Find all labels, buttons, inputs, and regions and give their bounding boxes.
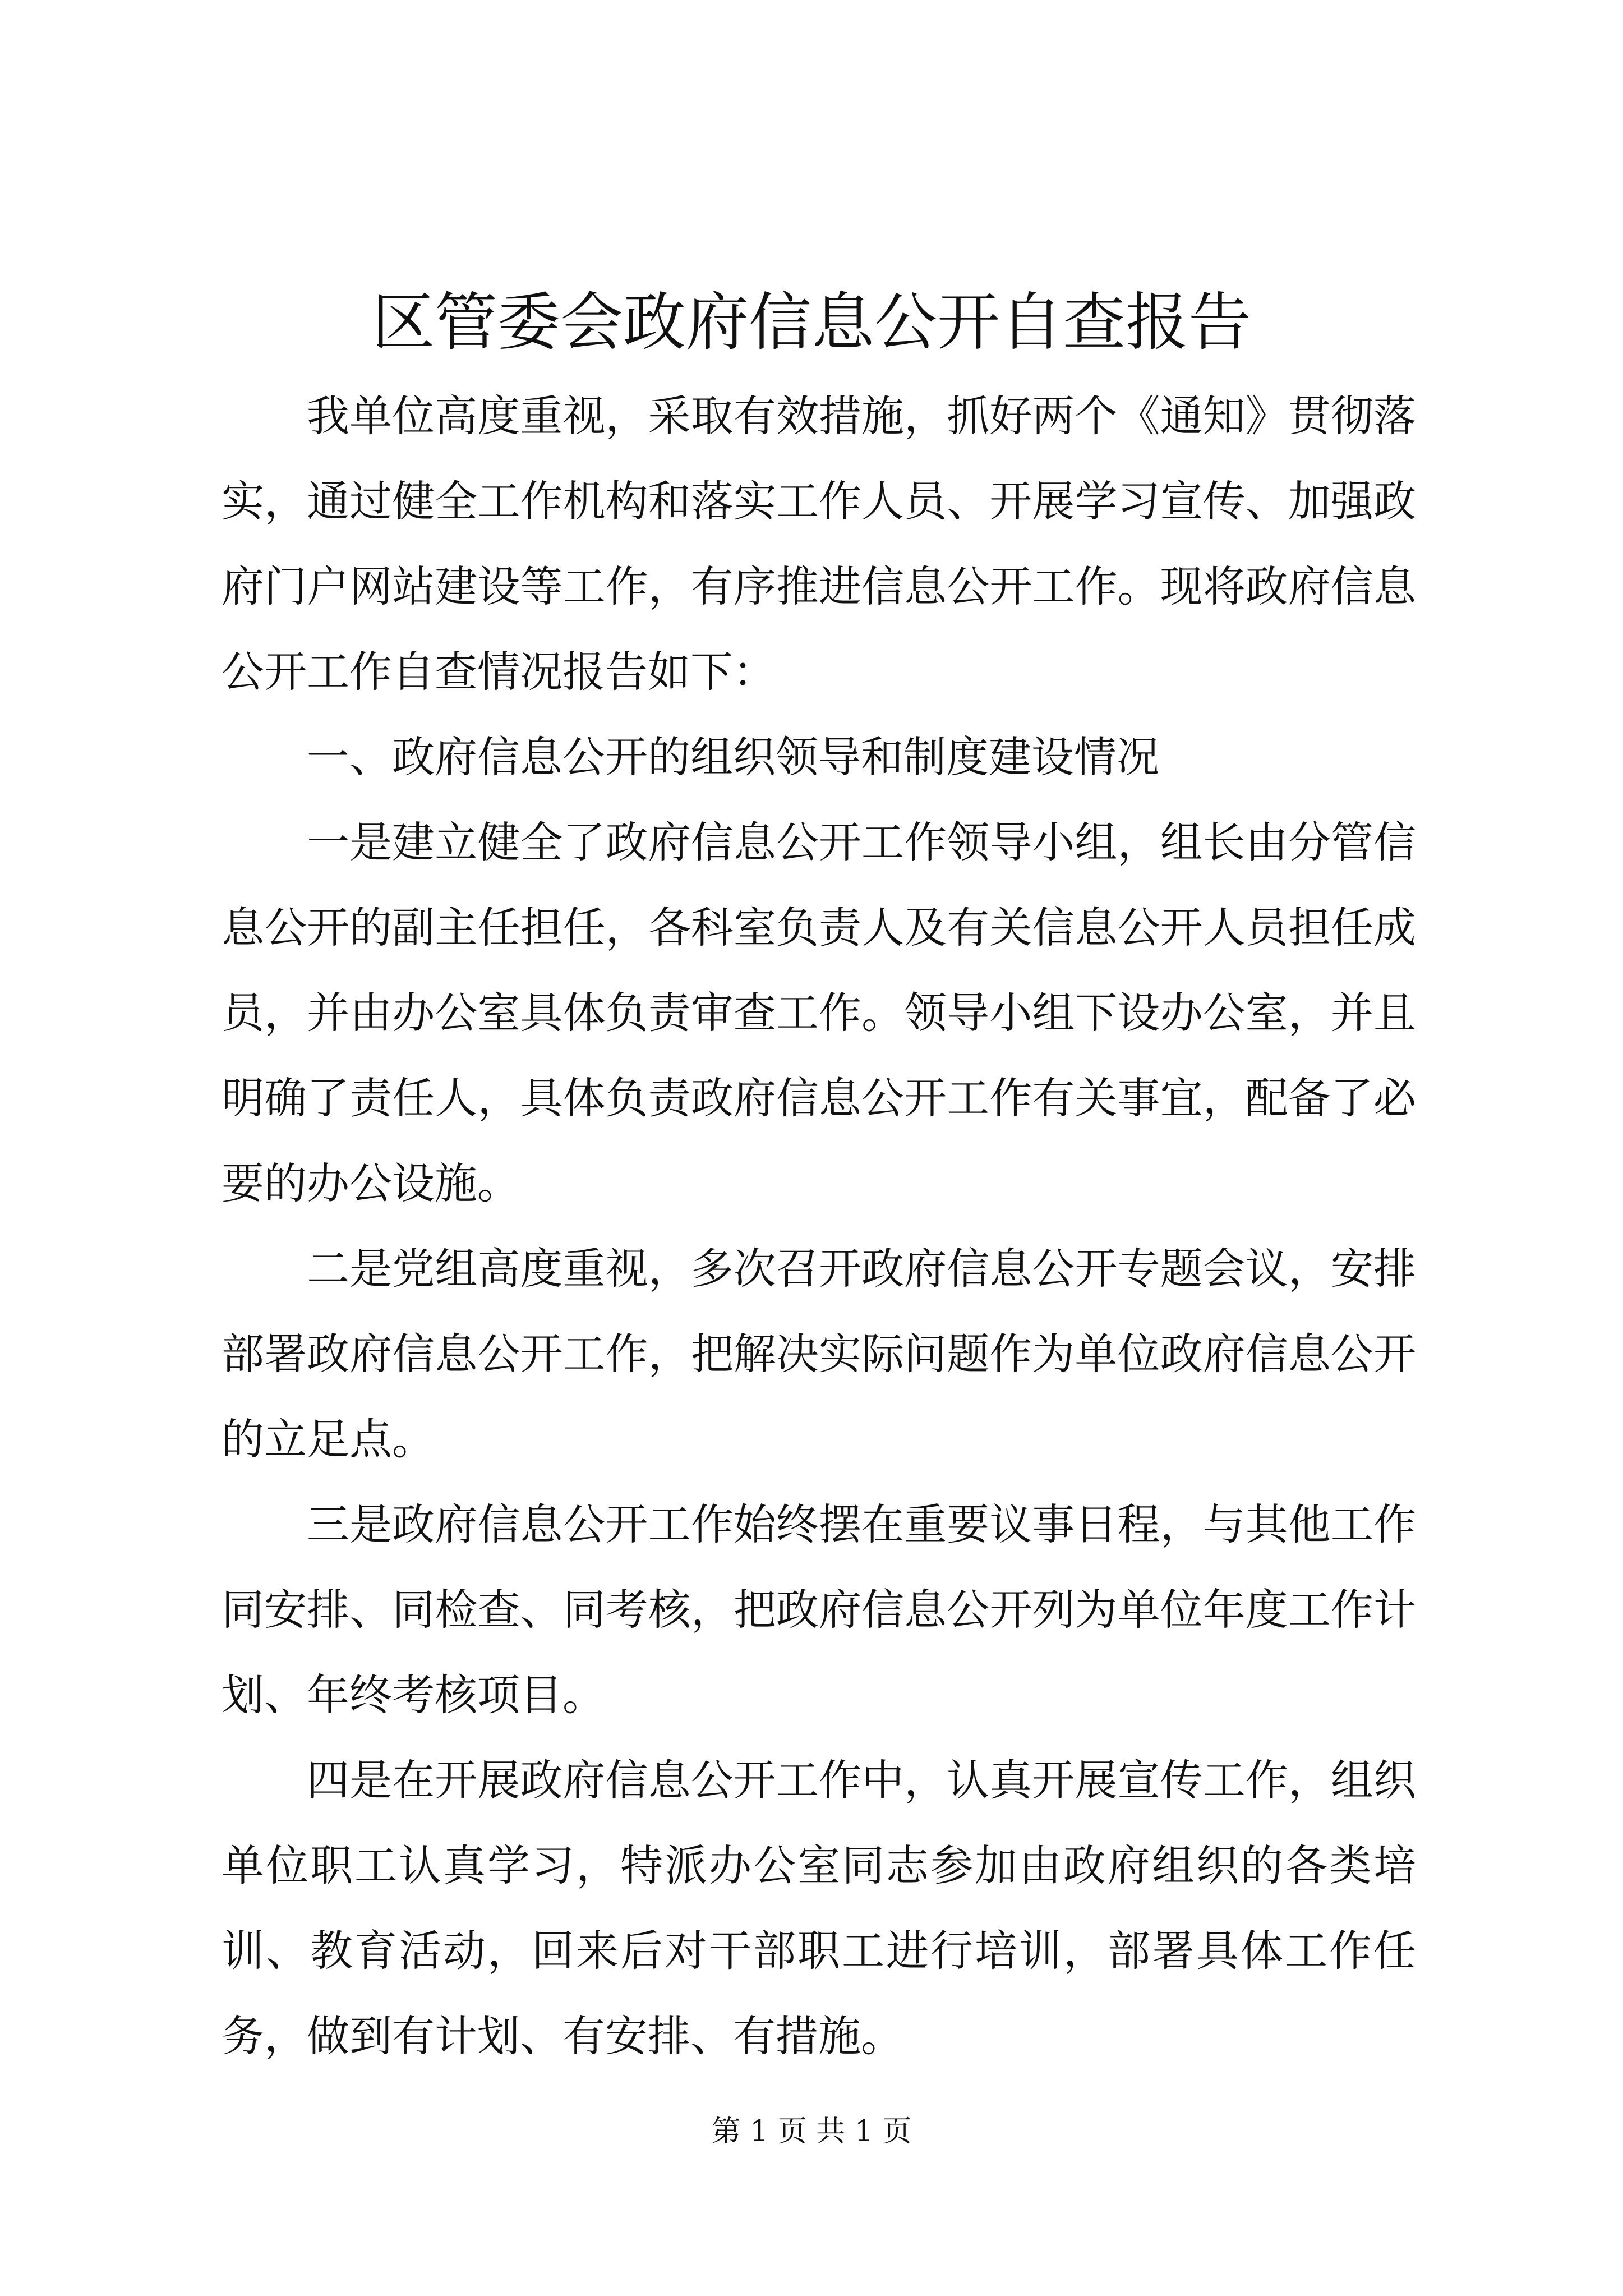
paragraph-point-1: 一是建立健全了政府信息公开工作领导小组，组长由分管信息公开的副主任担任，各科室负责人及有关信息公开人员担任成员，并由办公室具体负责审查工作。领导小组下设办公室，并且明确了责任人，具体负责政府信息公开工作有关事宜，配备了必要的办公设施。: [222, 817, 1416, 1208]
paragraph-point-2: 二是党组高度重视，多次召开政府信息公开专题会议，安排部署政府信息公开工作，把解决实际问题作为单位政府信息公开的立足点。: [222, 1244, 1416, 1464]
document-body: [222, 374, 1416, 2079]
paragraph-point-3: 三是政府信息公开工作始终摆在重要议事日程，与其他工作同安排、同检查、同考核，把政府信息公开列为单位年度工作计划、年终考核项目。: [222, 1499, 1416, 1720]
paragraph-intro: 我单位高度重视，采取有效措施，抓好两个《通知》贯彻落实，通过健全工作机构和落实工作人员、开展学习宣传、加强政府门户网站建设等工作，有序推进信息公开工作。现将政府信息公开工作自查情况报告如下：: [222, 391, 1416, 697]
section-heading: 一、政府信息公开的组织领导和制度建设情况: [307, 732, 1159, 782]
page-footer: 第 1 页 共 1 页: [711, 2115, 912, 2148]
paragraph-point-4: 四是在开展政府信息公开工作中，认真开展宣传工作，组织单位职工认真学习，特派办公室同志参加由政府组织的各类培训、教育活动，回来后对干部职工进行培训，部署具体工作任务，做到有计划、有安排、有措施。: [222, 1755, 1416, 2061]
document-title: 区管委会政府信息公开自查报告: [372, 286, 1251, 359]
